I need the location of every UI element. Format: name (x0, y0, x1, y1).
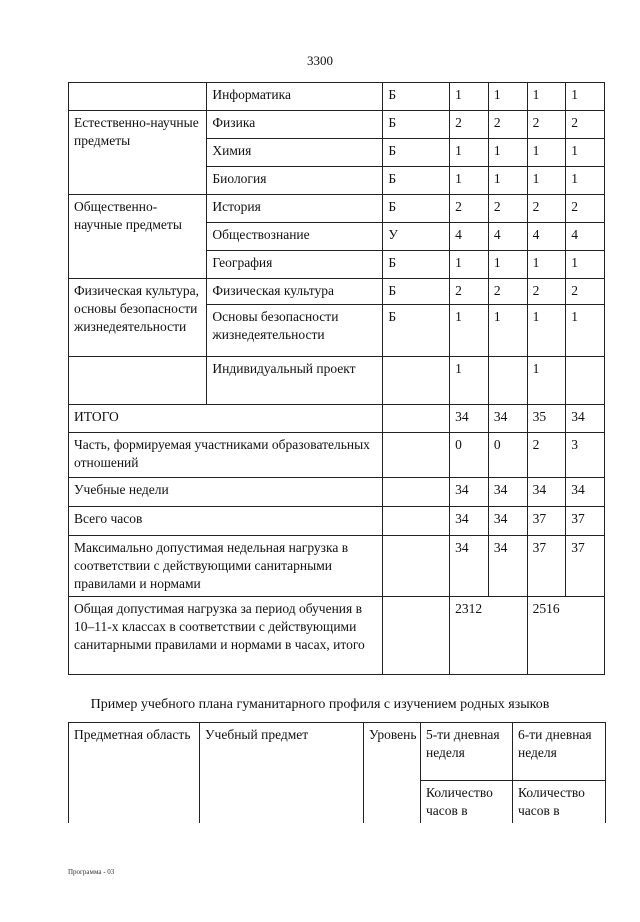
level-cell: Б (383, 111, 450, 139)
level-cell: Б (383, 305, 450, 357)
hours-cell: 2 (450, 195, 489, 223)
total-label: Максимально допустимая недельная нагрузка в соответствии с действующими санитарными правилами и нормами (69, 536, 383, 597)
hours-cell: 1 (488, 83, 527, 111)
hours-cell: 2 (488, 279, 527, 305)
hours-cell: 0 (488, 433, 527, 478)
table-row (69, 111, 605, 139)
header-subject-area: Предметная область (69, 723, 200, 824)
level-cell: Б (383, 83, 450, 111)
group-cell: Физическая культура, основы безопасности жизнедеятельности (69, 279, 207, 357)
level-cell: Б (383, 279, 450, 305)
hours-cell: 2 (450, 279, 489, 305)
hours-cell: 2 (566, 111, 605, 139)
table-row (69, 507, 605, 536)
hours-cell: 1 (527, 357, 566, 405)
hours-cell: 1 (566, 251, 605, 279)
curriculum-table (68, 82, 605, 675)
hours-cell: 34 (527, 478, 566, 507)
level-cell (383, 536, 450, 597)
total-label: Всего часов (69, 507, 383, 536)
hours-cell: 34 (450, 507, 489, 536)
hours-cell: 1 (566, 139, 605, 167)
table-row (69, 536, 605, 597)
subject-cell: Физика (207, 111, 383, 139)
header-5day-week: 5-ти дневная неделя (421, 723, 513, 781)
subject-cell: Информатика (207, 83, 383, 111)
level-cell: Б (383, 167, 450, 195)
subject-cell: Индивидуальный проект (207, 357, 383, 405)
level-cell (383, 433, 450, 478)
hours-cell: 34 (450, 478, 489, 507)
table-row (69, 279, 605, 305)
hours-cell: 1 (450, 305, 489, 357)
table-row (69, 478, 605, 507)
table-row (69, 433, 605, 478)
hours-cell: 1 (488, 139, 527, 167)
hours-cell: 35 (527, 405, 566, 433)
hours-cell: 1 (566, 167, 605, 195)
hours-cell: 2 (527, 433, 566, 478)
subject-cell: История (207, 195, 383, 223)
level-cell (383, 478, 450, 507)
overall-5day: 2312 (450, 597, 527, 675)
hours-cell: 1 (488, 305, 527, 357)
hours-cell: 1 (450, 139, 489, 167)
hours-cell: 34 (488, 536, 527, 597)
header-6day-week: 6-ти дневная неделя (513, 723, 606, 781)
level-cell: Б (383, 251, 450, 279)
hours-cell: 34 (488, 405, 527, 433)
level-cell: Б (383, 195, 450, 223)
subject-cell: Химия (207, 139, 383, 167)
humanities-plan-table (68, 722, 606, 823)
table-row (69, 357, 605, 405)
header-level: Уровень (364, 723, 421, 824)
subject-cell: Физическая культура (207, 279, 383, 305)
hours-cell (566, 357, 605, 405)
hours-cell: 1 (450, 83, 489, 111)
hours-cell: 1 (527, 251, 566, 279)
level-cell (383, 507, 450, 536)
level-cell: Б (383, 139, 450, 167)
level-cell (383, 357, 450, 405)
table-row (69, 405, 605, 433)
table-row (69, 83, 605, 111)
hours-cell: 34 (566, 405, 605, 433)
group-cell-empty (69, 357, 207, 405)
page-footer: Программа - 03 (68, 868, 115, 876)
hours-cell: 1 (450, 167, 489, 195)
hours-cell: 37 (527, 507, 566, 536)
hours-cell: 4 (488, 223, 527, 251)
hours-cell: 1 (566, 83, 605, 111)
group-cell-empty (69, 83, 207, 111)
hours-cell: 1 (527, 305, 566, 357)
header-hours-6day: Количество часов в (513, 781, 606, 824)
table-row (69, 195, 605, 223)
hours-cell: 1 (488, 251, 527, 279)
hours-cell: 2 (566, 195, 605, 223)
hours-cell: 4 (450, 223, 489, 251)
hours-cell (488, 357, 527, 405)
level-cell: У (383, 223, 450, 251)
hours-cell: 37 (566, 536, 605, 597)
hours-cell: 2 (450, 111, 489, 139)
total-label: Учебные недели (69, 478, 383, 507)
hours-cell: 1 (488, 167, 527, 195)
hours-cell: 1 (527, 167, 566, 195)
table-caption: Пример учебного плана гуманитарного профиля с изучением родных языков (90, 697, 550, 712)
hours-cell: 1 (566, 305, 605, 357)
header-subject: Учебный предмет (200, 723, 364, 824)
hours-cell: 2 (527, 279, 566, 305)
total-label: ИТОГО (69, 405, 383, 433)
hours-cell: 4 (527, 223, 566, 251)
table-row (69, 597, 605, 675)
hours-cell: 3 (566, 433, 605, 478)
hours-cell: 34 (450, 536, 489, 597)
hours-cell: 34 (488, 478, 527, 507)
total-label: Часть, формируемая участниками образовательных отношений (69, 433, 383, 478)
header-hours-5day: Количество часов в (421, 781, 513, 824)
hours-cell: 1 (450, 357, 489, 405)
hours-cell: 37 (566, 507, 605, 536)
group-cell: Общественно-научные предметы (69, 195, 207, 279)
subject-cell: География (207, 251, 383, 279)
subject-cell: Обществознание (207, 223, 383, 251)
level-cell (383, 597, 450, 675)
level-cell (383, 405, 450, 433)
overall-label: Общая допустимая нагрузка за период обучения в 10–11-х классах в соответствии с действующими санитарными правилами и нормами в часах, итого (69, 597, 383, 675)
hours-cell: 0 (450, 433, 489, 478)
page-number: 3300 (307, 53, 333, 68)
hours-cell: 34 (488, 507, 527, 536)
overall-6day: 2516 (527, 597, 604, 675)
hours-cell: 1 (450, 251, 489, 279)
hours-cell: 37 (527, 536, 566, 597)
hours-cell: 2 (488, 195, 527, 223)
hours-cell: 4 (566, 223, 605, 251)
subject-cell: Основы безопасности жизнедеятельности (207, 305, 383, 357)
hours-cell: 2 (527, 195, 566, 223)
hours-cell: 2 (488, 111, 527, 139)
table-header-row (69, 723, 606, 781)
hours-cell: 2 (566, 279, 605, 305)
group-cell: Естественно-научные предметы (69, 111, 207, 195)
hours-cell: 1 (527, 139, 566, 167)
hours-cell: 1 (527, 83, 566, 111)
hours-cell: 34 (566, 478, 605, 507)
hours-cell: 2 (527, 111, 566, 139)
hours-cell: 34 (450, 405, 489, 433)
subject-cell: Биология (207, 167, 383, 195)
